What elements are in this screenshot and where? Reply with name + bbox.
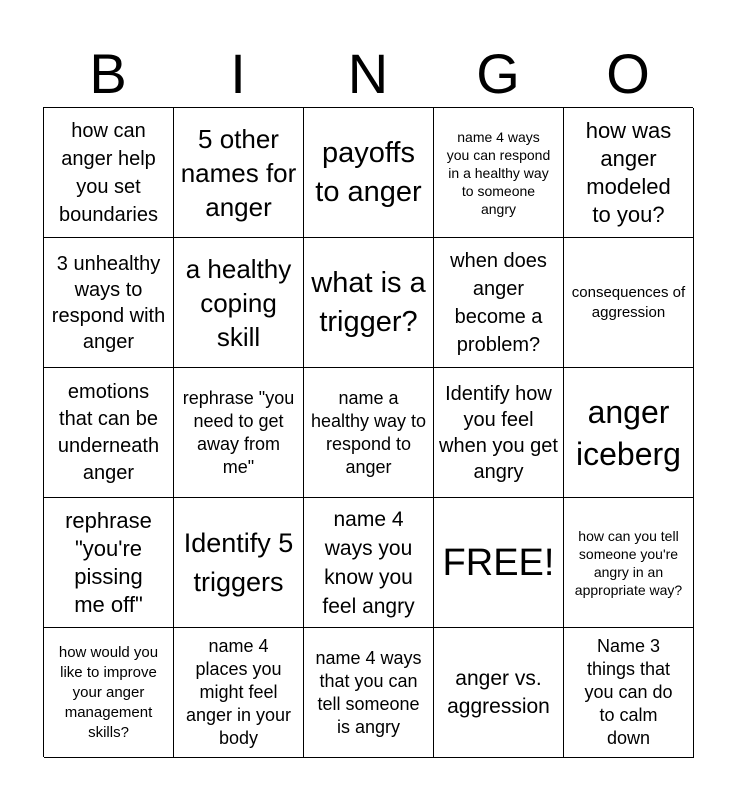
- bingo-cell-text: name 4 ways you can respond in a healthy way to someone angry: [446, 128, 551, 217]
- bingo-cell[interactable]: [304, 628, 434, 758]
- bingo-cell[interactable]: [304, 368, 434, 498]
- header-letter-b: B: [89, 42, 127, 105]
- bingo-cell[interactable]: [304, 238, 434, 368]
- bingo-cell-text: how can you tell someone you're angry in an appropriate way?: [574, 527, 683, 598]
- bingo-cell-text: 5 other names for anger: [180, 123, 297, 222]
- bingo-cell[interactable]: [304, 498, 434, 628]
- bingo-cell-text: 3 unhealthy ways to respond with anger: [51, 252, 166, 353]
- bingo-cell-text: how can anger help you set boundaries: [59, 119, 158, 226]
- header-letter-n: N: [347, 42, 389, 105]
- bingo-cell-text: name a healthy way to respond to anger: [310, 387, 427, 477]
- bingo-cell-text: Name 3 things that you can do to calm down: [584, 636, 673, 748]
- bingo-cell[interactable]: [174, 238, 304, 368]
- bingo-cell-text: how was anger modeled to you?: [585, 117, 672, 227]
- bingo-cell-text: a healthy coping skill: [185, 253, 292, 352]
- bingo-cell[interactable]: [564, 498, 694, 628]
- bingo-cell-text: name 4 ways you know you feel angry: [322, 507, 415, 618]
- bingo-cell-text: emotions that can be underneath anger: [57, 380, 160, 484]
- bingo-cell-text: how would you like to improve your anger management skills?: [58, 643, 159, 741]
- bingo-cell-text: what is a trigger?: [311, 266, 426, 338]
- bingo-cell-text: anger iceberg: [576, 393, 681, 472]
- bingo-cell-text: name 4 ways that you can tell someone is angry: [315, 647, 422, 737]
- bingo-cell[interactable]: [564, 368, 694, 498]
- bingo-cell[interactable]: [304, 108, 434, 238]
- bingo-cell[interactable]: [564, 238, 694, 368]
- bingo-header: [43, 40, 693, 108]
- bingo-cell[interactable]: [434, 108, 564, 238]
- free-space[interactable]: [434, 498, 564, 628]
- bingo-cell-text: name 4 places you might feel anger in your body: [185, 636, 292, 748]
- bingo-cell[interactable]: [44, 368, 174, 498]
- bingo-cell[interactable]: [44, 628, 174, 758]
- header-letter-g: G: [476, 42, 520, 105]
- bingo-cell[interactable]: [434, 628, 564, 758]
- bingo-cell-text: consequences of aggression: [571, 283, 686, 321]
- header-letter-i: I: [230, 42, 246, 105]
- bingo-card: [43, 107, 693, 757]
- bingo-cell[interactable]: [44, 498, 174, 628]
- bingo-cell-text: anger vs. aggression: [447, 666, 550, 718]
- bingo-cell[interactable]: [174, 108, 304, 238]
- bingo-cell[interactable]: [174, 498, 304, 628]
- bingo-cell[interactable]: [564, 628, 694, 758]
- bingo-cell-text: payoffs to anger: [315, 136, 422, 208]
- free-space-text: FREE!: [442, 541, 555, 584]
- bingo-cell-text: rephrase "you need to get away from me": [182, 387, 295, 477]
- bingo-cell-text: rephrase "you're pissing me off": [65, 507, 152, 617]
- bingo-cell[interactable]: [44, 238, 174, 368]
- bingo-cell[interactable]: [434, 368, 564, 498]
- bingo-cell-text: Identify 5 triggers: [183, 527, 294, 597]
- bingo-cell[interactable]: [174, 368, 304, 498]
- bingo-cell[interactable]: [564, 108, 694, 238]
- bingo-cell[interactable]: [434, 238, 564, 368]
- header-letter-o: O: [606, 42, 650, 105]
- bingo-cell-text: when does anger become a problem?: [450, 249, 547, 356]
- bingo-cell[interactable]: [174, 628, 304, 758]
- bingo-cell[interactable]: [44, 108, 174, 238]
- bingo-cell-text: Identify how you feel when you get angry: [439, 382, 558, 483]
